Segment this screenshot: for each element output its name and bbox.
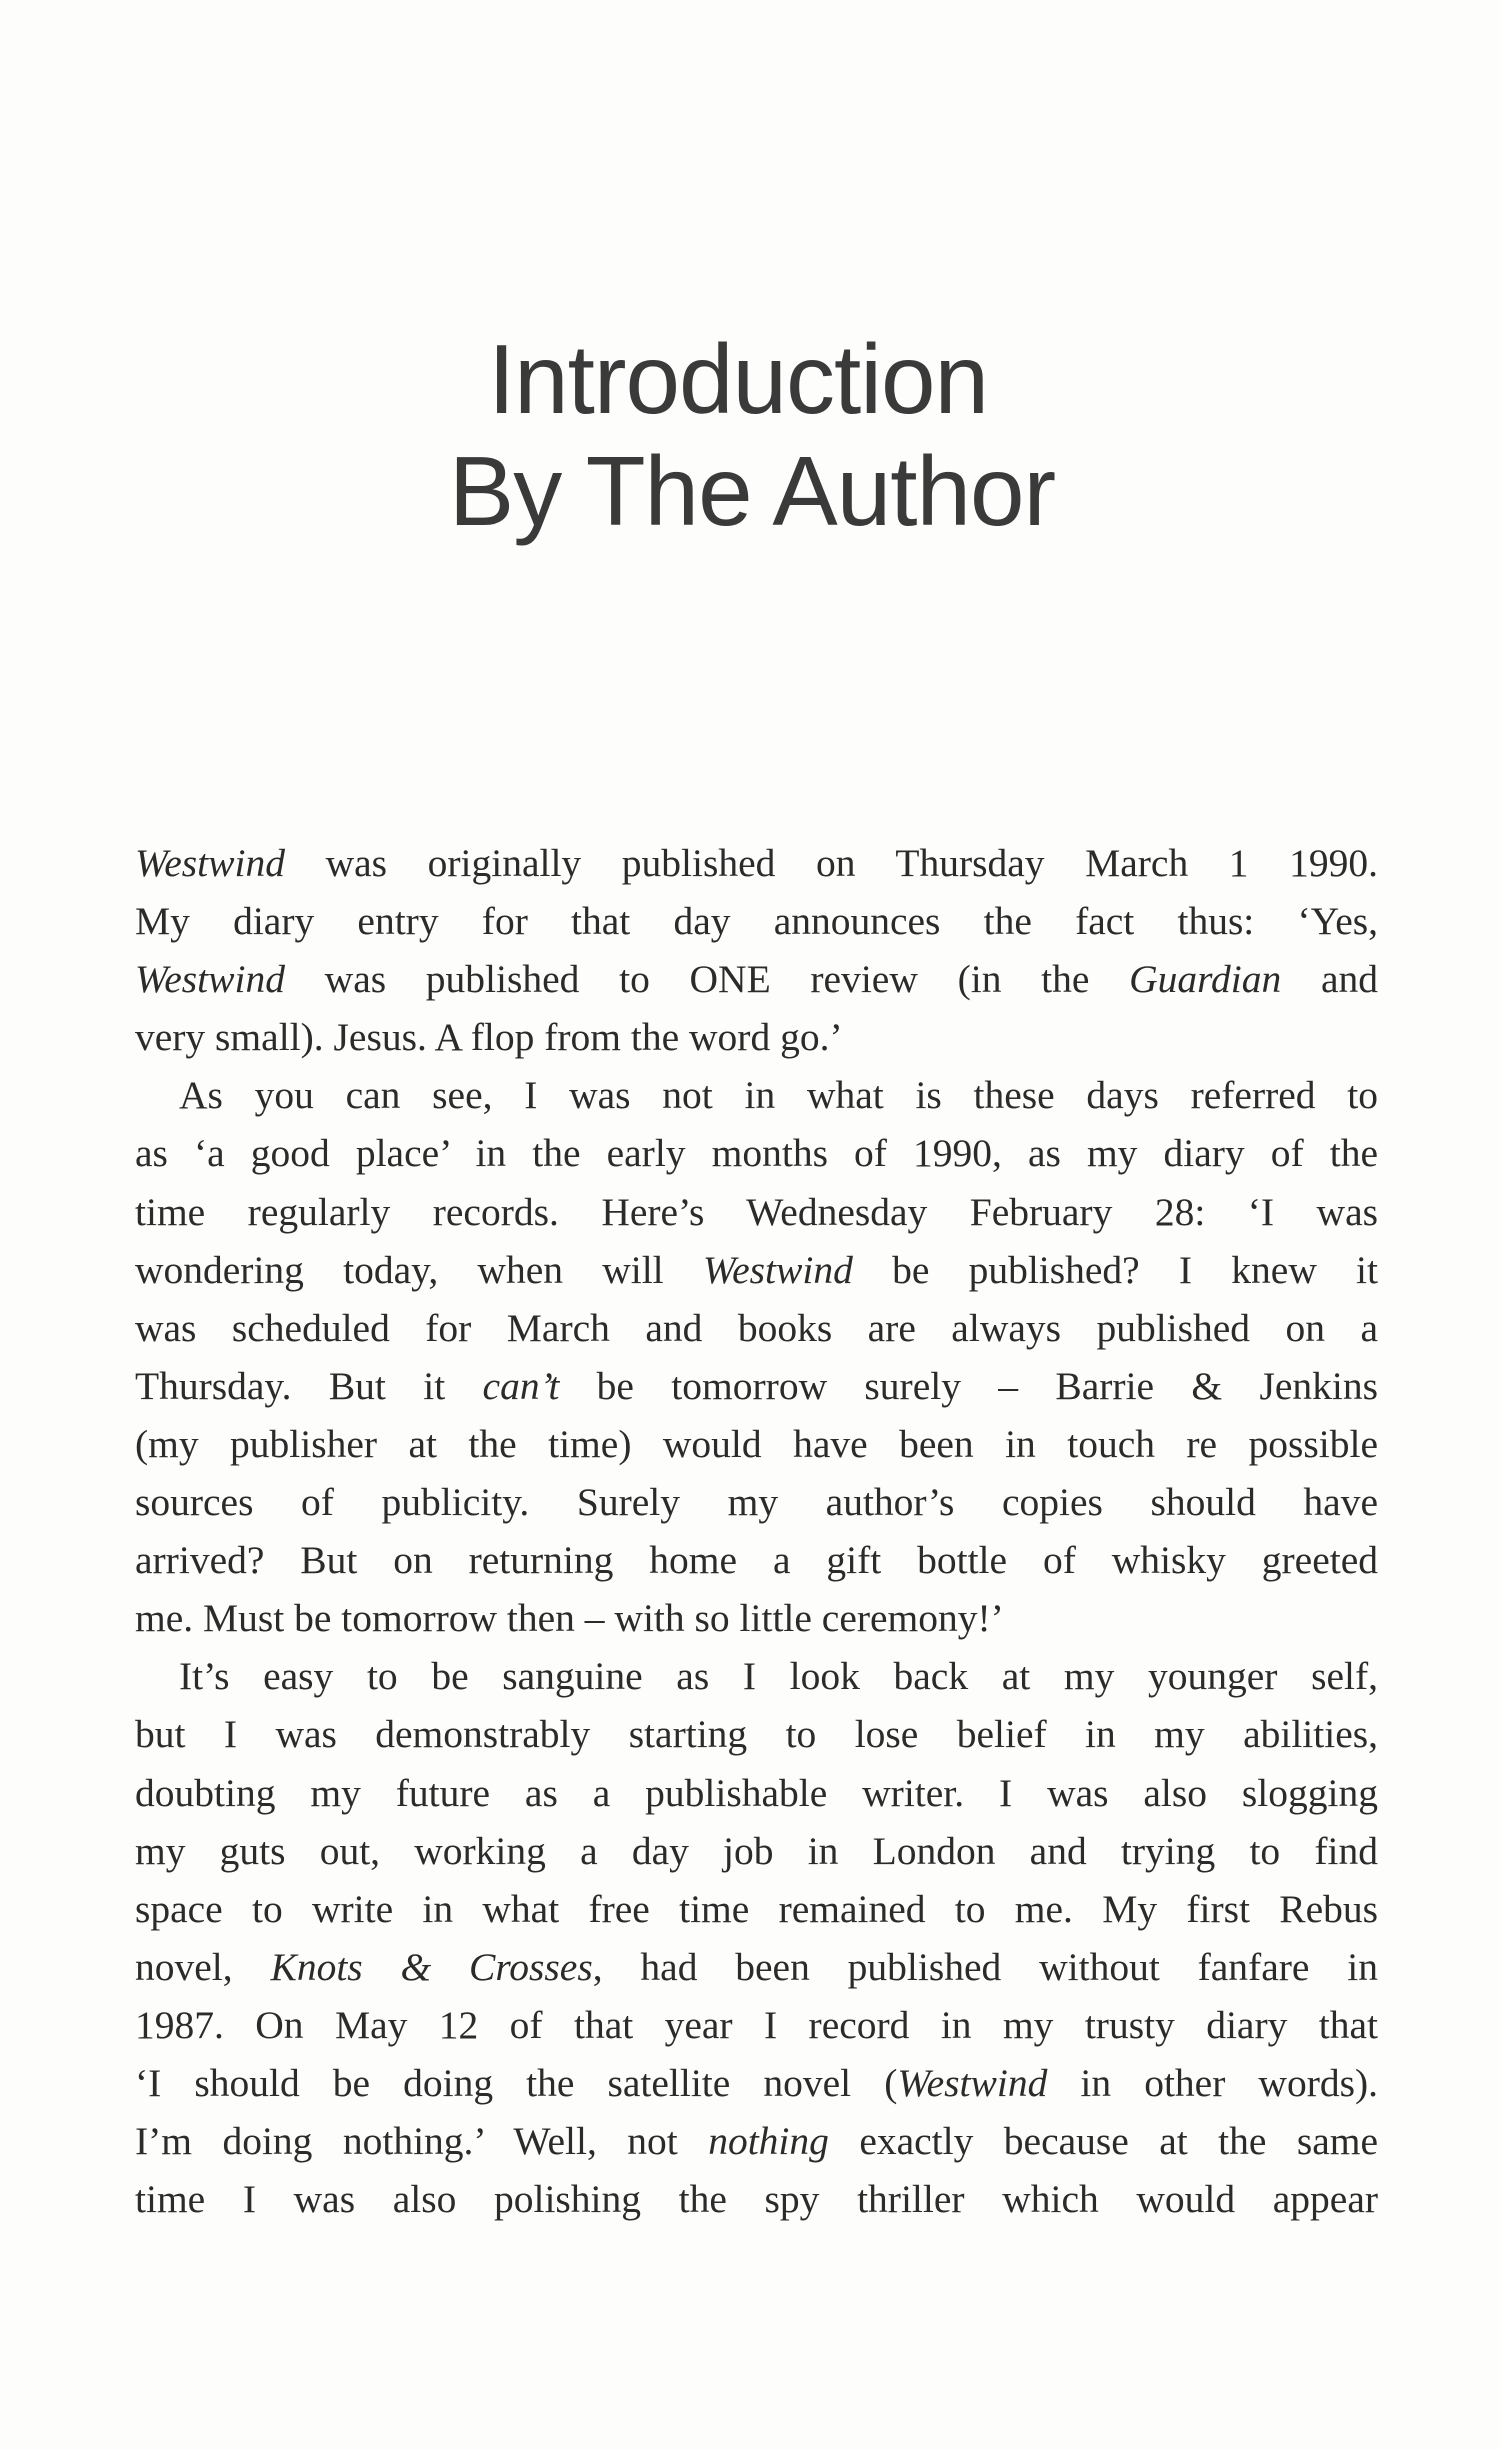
italic-text: Guardian: [1129, 957, 1282, 1002]
italic-text: nothing: [708, 2119, 829, 2164]
text-line: [135, 2170, 1378, 2228]
text-run: time I was also polishing the spy thriller which would appear: [135, 2177, 1378, 2222]
text-run: , had been published without fanfare in: [592, 1944, 1378, 1989]
text-run: as ‘a good place’ in the early months of 1990, as my diary of the: [135, 1131, 1378, 1176]
text-line: [135, 1822, 1378, 1880]
italic-text: Westwind: [135, 841, 285, 885]
text-run: novel,: [135, 1944, 271, 1989]
text-run: my guts out, working a day job in London and trying to find: [135, 1828, 1378, 1873]
text-run: It’s easy to be sanguine as I look back at my younger self,: [179, 1654, 1378, 1699]
text-line: [135, 1299, 1378, 1357]
text-line: [135, 1705, 1378, 1763]
text-line: [135, 1066, 1378, 1124]
chapter-title-line-1: Introduction: [487, 324, 989, 434]
text-line: [135, 2112, 1378, 2170]
text-run: 1987. On May 12 of that year I record in my trusty diary that: [135, 2002, 1378, 2047]
text-line: [135, 1531, 1378, 1589]
text-run: in other words).: [1047, 2060, 1378, 2105]
text-run: arrived? But on returning home a gift bottle of whisky greeted: [135, 1538, 1378, 1583]
text-line: [135, 1996, 1378, 2054]
italic-text: Westwind: [897, 2060, 1048, 2105]
text-run: wondering today, when will: [135, 1247, 703, 1292]
italic-text: can’t: [482, 1363, 560, 1408]
text-run: ‘I should be doing the satellite novel (: [135, 2060, 898, 2105]
body-text: [135, 834, 1378, 2228]
text-run: As you can see, I was not in what is these days referred to: [179, 1073, 1378, 1118]
text-run: was scheduled for March and books are always published on a: [135, 1305, 1378, 1350]
chapter-title-line-2: By The Author: [448, 436, 1056, 546]
text-run: (my publisher at the time) would have been in touch re possible: [135, 1421, 1378, 1466]
text-line: [135, 834, 1378, 892]
text-run: space to write in what free time remained to me. My first Rebus: [135, 1886, 1378, 1931]
text-run: Thursday. But it: [135, 1363, 483, 1408]
text-run: be tomorrow surely – Barrie & Jenkins: [559, 1363, 1379, 1408]
text-line: [135, 1183, 1378, 1241]
text-line: [135, 1764, 1378, 1822]
text-line: [135, 1124, 1378, 1182]
text-line: [135, 1589, 1378, 1647]
text-run: was originally published on Thursday March 1 1990.: [284, 841, 1378, 885]
text-run: but I was demonstrably starting to lose belief in my abilities,: [135, 1712, 1378, 1757]
text-run: exactly because at the same: [828, 2119, 1378, 2164]
text-run: was published to ONE review (in the: [284, 957, 1130, 1002]
italic-text: Westwind: [702, 1247, 853, 1292]
text-run: very small). Jesus. A flop from the word go.’: [135, 1015, 843, 1060]
text-line: [135, 1938, 1378, 1996]
text-run: me. Must be tomorrow then – with so little ceremony!’: [135, 1596, 1004, 1641]
text-run: and: [1281, 957, 1378, 1002]
text-run: I’m doing nothing.’ Well, not: [135, 2119, 709, 2164]
text-line: [135, 892, 1378, 950]
text-run: time regularly records. Here’s Wednesday February 28: ‘I was: [135, 1189, 1378, 1234]
text-line: [135, 1415, 1378, 1473]
text-run: My diary entry for that day announces the fact thus: ‘Yes,: [135, 899, 1378, 944]
text-line: [135, 1473, 1378, 1531]
text-run: sources of publicity. Surely my author’s copies should have: [135, 1480, 1378, 1525]
text-line: [135, 950, 1378, 1008]
italic-text: Knots & Crosses: [270, 1944, 593, 1989]
text-run: doubting my future as a publishable writer. I was also slogging: [135, 1770, 1378, 1815]
text-line: [135, 1880, 1378, 1938]
italic-text: Westwind: [135, 957, 285, 1002]
text-line: [135, 1241, 1378, 1299]
text-line: [135, 1008, 1378, 1066]
text-run: be published? I knew it: [852, 1247, 1379, 1292]
text-line: [135, 1357, 1378, 1415]
text-line: [135, 1647, 1378, 1705]
text-line: [135, 2054, 1378, 2112]
